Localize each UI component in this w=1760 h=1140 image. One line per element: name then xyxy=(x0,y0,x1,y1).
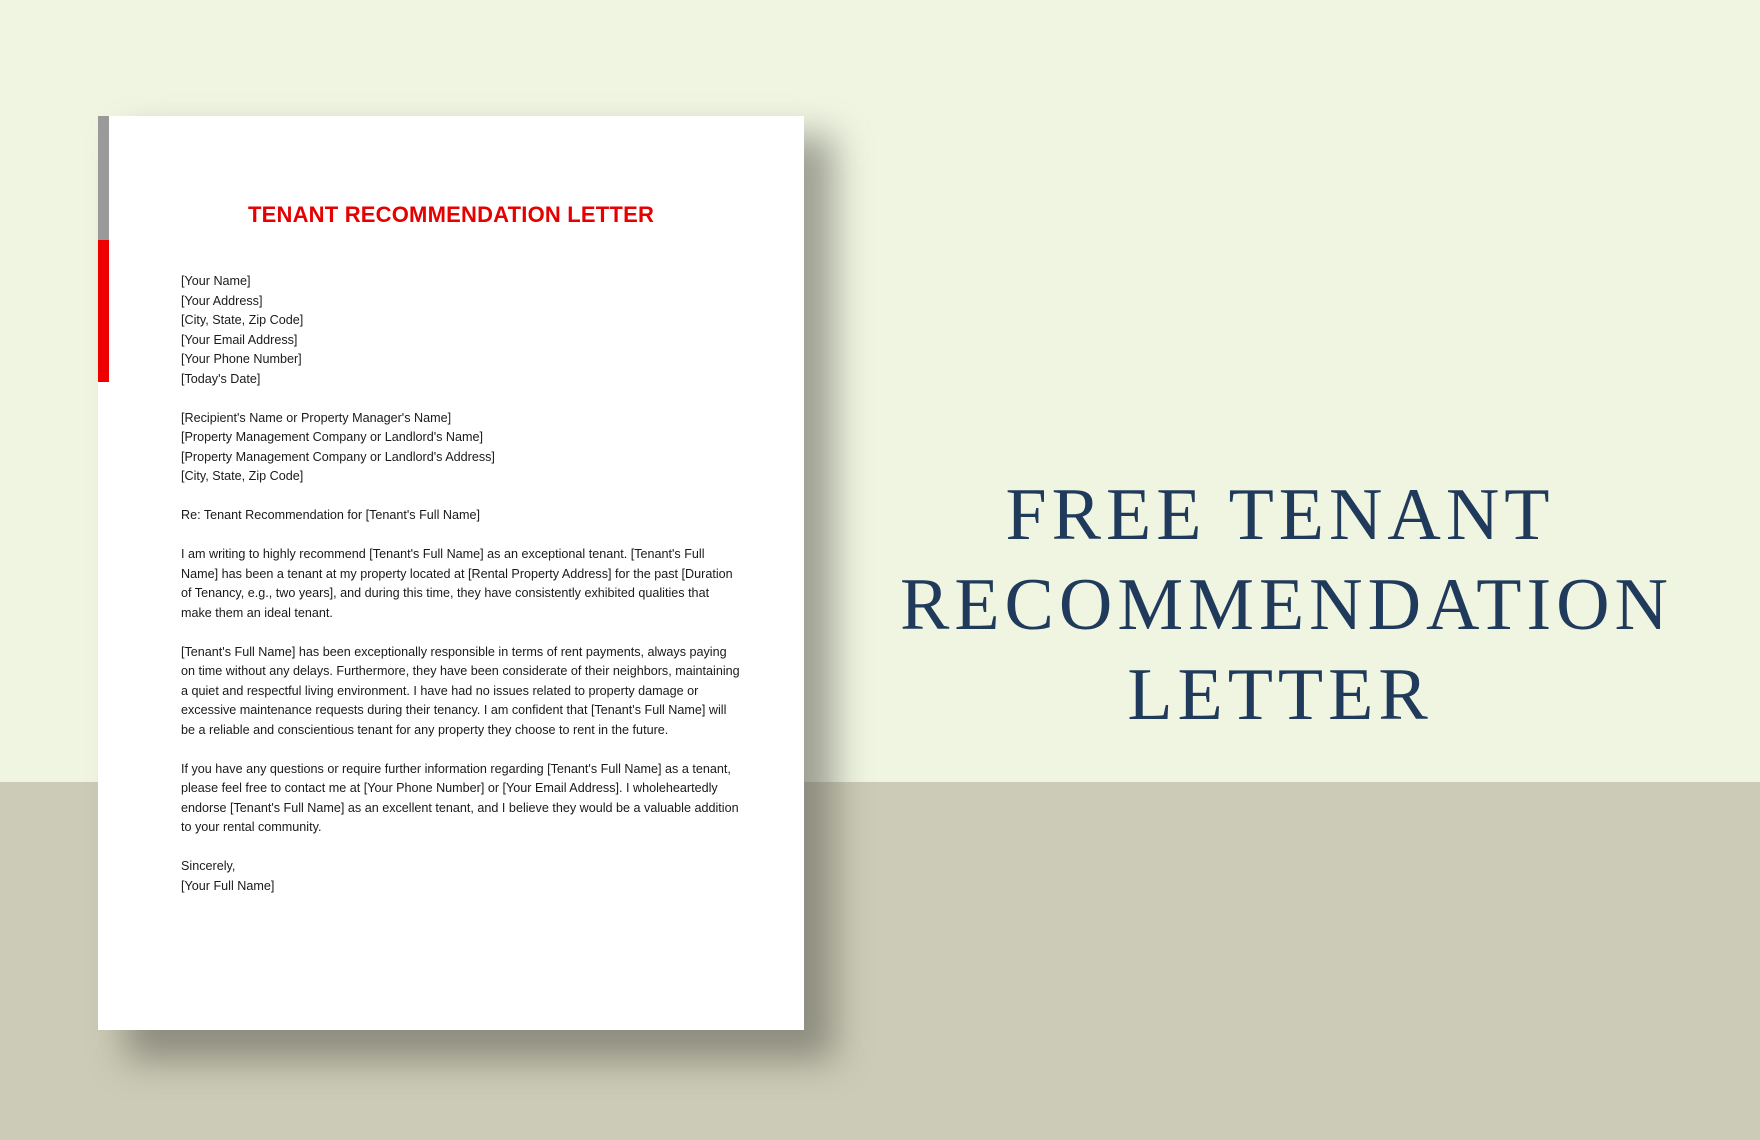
signature-text: [Your Full Name] xyxy=(181,878,275,893)
paragraph-text: [Tenant's Full Name] has been exceptionally responsible in terms of rent payments, always paying on time without any delays. Furthermore, they have been considerate of their neighbors, maintaining a quiet and respectful living environment. I have had no issues related to property damage or excessive maintenance requests during their tenancy. I am confident that [Tenant's Full Name] will be a reliable and conscientious tenant for any property they choose to rent in the future. xyxy=(181,644,740,737)
paragraph-text: I am writing to highly recommend [Tenant's Full Name] as an exceptional tenant. [Tenant's Full Name] has been a tenant at my property located at [Rental Property Address] for the past [Duration of Tenancy, e.g., two years], and during this time, they have consistently exhibited qualities that make them an ideal tenant. xyxy=(181,547,733,620)
hero-title-line: RECOMMENDATION xyxy=(900,564,1673,646)
sender-line: [Your Email Address] xyxy=(181,332,298,347)
hero-title xyxy=(900,470,1673,740)
letter-body xyxy=(181,272,741,916)
hero-title-line: LETTER xyxy=(1127,654,1433,736)
hero-title-line: FREE TENANT xyxy=(1005,474,1555,556)
sender-line: [Today's Date] xyxy=(181,371,261,386)
sender-line: [Your Name] xyxy=(181,274,251,288)
recipient-block xyxy=(181,409,741,487)
subject-text: Re: Tenant Recommendation for [Tenant's Full Name] xyxy=(181,508,480,522)
closing-text: Sincerely, xyxy=(181,859,236,873)
sender-block xyxy=(181,272,741,389)
sender-line: [Your Phone Number] xyxy=(181,352,302,366)
recipient-line: [Property Management Company or Landlord's Address] xyxy=(181,449,495,464)
body-paragraph xyxy=(181,760,741,838)
sender-line: [Your Address] xyxy=(181,293,263,308)
paragraph-text: If you have any questions or require further information regarding [Tenant's Full Name] as a tenant, please feel free to contact me at [Your Phone Number] or [Your Email Address]. I wholeheartedly endorse [Tenant's Full Name] as an excellent tenant, and I believe they would be a valuable addition to your rental community. xyxy=(181,761,739,834)
accent-bar-red xyxy=(98,240,109,382)
letter-document xyxy=(98,116,804,1030)
recipient-line: [Property Management Company or Landlord's Name] xyxy=(181,430,484,444)
recipient-line: [Recipient's Name or Property Manager's Name] xyxy=(181,410,452,425)
sender-line: [City, State, Zip Code] xyxy=(181,313,304,327)
subject-line xyxy=(181,506,741,526)
letter-title: TENANT RECOMMENDATION LETTER xyxy=(247,202,655,227)
recipient-line: [City, State, Zip Code] xyxy=(181,469,304,483)
body-paragraph xyxy=(181,545,741,623)
body-paragraph xyxy=(181,643,741,741)
closing-block xyxy=(181,857,741,896)
